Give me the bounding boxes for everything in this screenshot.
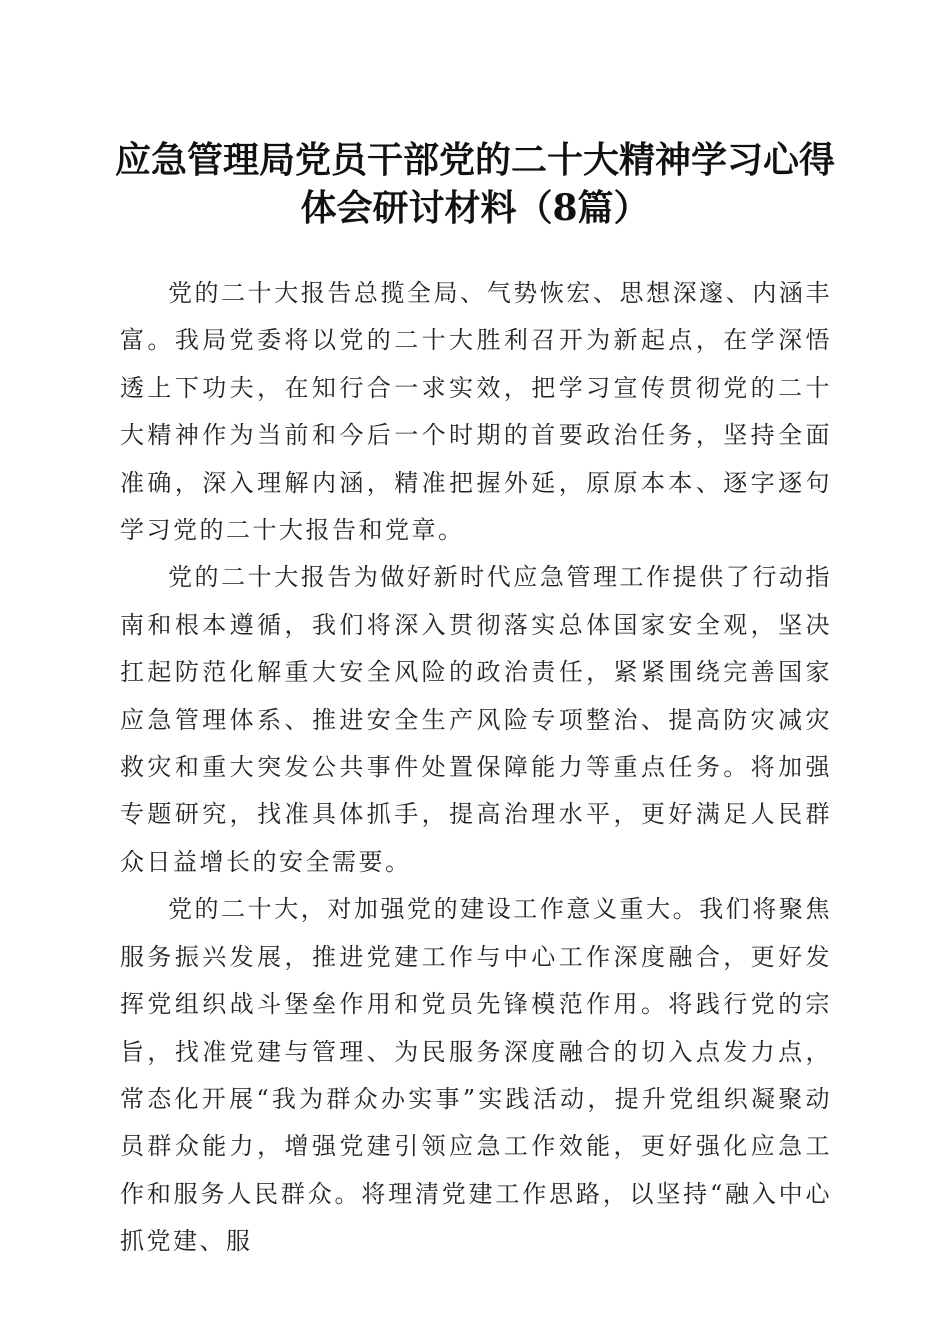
document-title (80, 136, 870, 232)
document-body (120, 270, 832, 1266)
paragraph-3: 党的二十大，对加强党的建设工作意义重大。我们将聚焦服务振兴发展，推进党建工作与中心工作深度融合，更好发挥党组织战斗堡垒作用和党员先锋模范作用。将践行党的宗旨，找准党建与管理、为民服务深度融合的切入点发力点，常态化开展“我为群众办实事”实践活动，提升党组织凝聚动员群众能力，增强党建引领应急工作效能，更好强化应急工作和服务人民群众。将理清党建工作思路，以坚持“融入中心抓党建、服 (120, 895, 832, 1256)
paragraph-1: 党的二十大报告总揽全局、气势恢宏、思想深邃、内涵丰富。我局党委将以党的二十大胜利召开为新起点，在学深悟透上下功夫，在知行合一求实效，把学习宣传贯彻党的二十大精神作为当前和今后一个时期的首要政治任务，坚持全面准确，深入理解内涵，精准把握外延，原原本本、逐字逐句学习党的二十大报告和党章。 (120, 279, 832, 545)
paragraph-2: 党的二十大报告为做好新时代应急管理工作提供了行动指南和根本遵循，我们将深入贯彻落实总体国家安全观，坚决扛起防范化解重大安全风险的政治责任，紧紧围绕完善国家应急管理体系、推进安全生产风险专项整治、提高防灾减灾救灾和重大突发公共事件处置保障能力等重点任务。将加强专题研究，找准具体抓手，提高治理水平，更好满足人民群众日益增长的安全需要。 (120, 563, 832, 876)
title-line-1: 应急管理局党员干部党的二十大精神学习心得 (114, 139, 835, 181)
title-line-2: 体会研讨材料（8篇） (300, 187, 650, 229)
